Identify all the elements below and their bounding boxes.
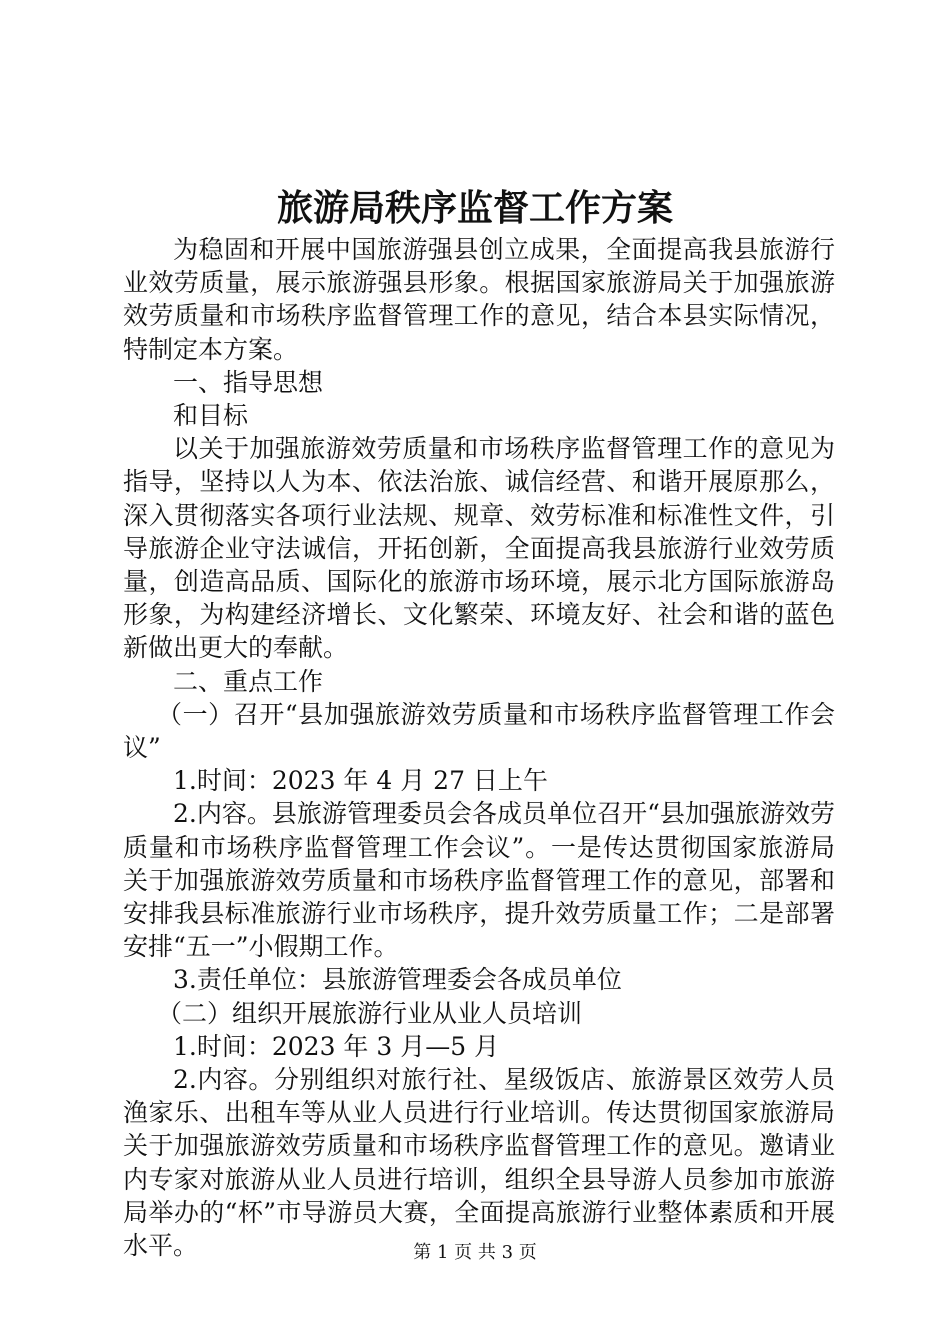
training-time: 1.时间：2023 年 3 月—5 月 bbox=[173, 1031, 500, 1061]
subsection-heading-meeting: （一）召开“县加强旅游效劳质量和市场秩序监督管理工作会议” bbox=[123, 699, 835, 763]
subsection-heading-training: （二）组织开展旅游行业从业人员培训 bbox=[157, 998, 583, 1028]
section-heading-key-work: 二、重点工作 bbox=[173, 666, 324, 696]
meeting-content: 2.内容。县旅游管理委员会各成员单位召开“县加强旅游效劳质量和市场秩序监督管理工作会议”。一是传达贯彻国家旅游局关于加强旅游效劳质量和市场秩序监督管理工作的意见，部署和安排我县标准旅游行业市场秩序，提升效劳质量工作；二是部署安排“五一”小假期工作。 bbox=[123, 799, 835, 962]
training-content: 2.内容。分别组织对旅行社、星级饭店、旅游景区效劳人员渔家乐、出租车等从业人员进行行业培训。传达贯彻国家旅游局关于加强旅游效劳质量和市场秩序监督管理工作的意见。邀请业内专家对旅游从业人员进行培训，组织全县导游人员参加市旅游局举办的“杯”市导游员大赛，全面提高旅游行业整体素质和开展水平。 bbox=[123, 1065, 835, 1261]
page-footer: 第 1 页 共 3 页 bbox=[413, 1242, 537, 1263]
page-title: 旅游局秩序监督工作方案 bbox=[276, 187, 673, 229]
meeting-time: 1.时间：2023 年 4 月 27 日上午 bbox=[173, 766, 548, 796]
document-body bbox=[123, 233, 835, 1262]
section-heading-goals: 和目标 bbox=[173, 401, 249, 431]
intro-paragraph: 为稳固和开展中国旅游强县创立成果，全面提高我县旅游行业效劳质量，展示旅游强县形象。根据国家旅游局关于加强旅游效劳质量和市场秩序监督管理工作的意见，结合本县实际情况，特制定本方案。 bbox=[123, 235, 835, 364]
guiding-paragraph: 以关于加强旅游效劳质量和市场秩序监督管理工作的意见为指导，坚持以人为本、依法治旅、诚信经营、和谐开展原那么，深入贯彻落实各项行业法规、规章、效劳标准和标准性文件，引导旅游企业守法诚信，开拓创新，全面提高我县旅游行业效劳质量，创造高品质、国际化的旅游市场环境，展示北方国际旅游岛形象，为构建经济增长、文化繁荣、环境友好、社会和谐的蓝色新做出更大的奉献。 bbox=[123, 434, 835, 663]
meeting-responsible-unit: 3.责任单位：县旅游管理委会各成员单位 bbox=[173, 965, 622, 995]
section-heading-guiding-thought: 一、指导思想 bbox=[173, 367, 324, 397]
